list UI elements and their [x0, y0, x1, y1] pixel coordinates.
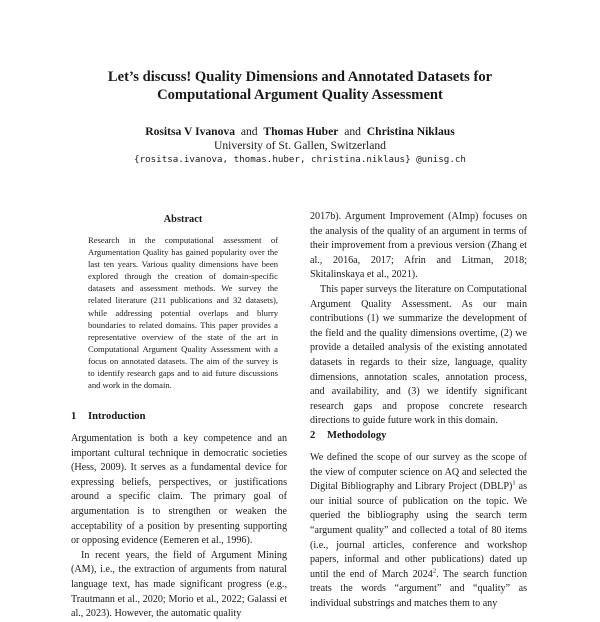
abstract-heading: Abstract	[163, 214, 203, 225]
section-number: 2	[310, 430, 316, 441]
section-number: 1	[71, 411, 77, 422]
title-line-2: Computational Argument Quality Assessment	[157, 87, 443, 103]
paragraph: This paper surveys the literature on Computational Argument Quality Assessment. As our main contributions (1) we summarize the development of the field and the quality dimensions overtime, (2) we provide a detailed analysis of the existing annotated datasets in regards to their size, language, quality dimensions, annotation scales, annotation process, and availability, and (3) we identify significant research gaps and propose concrete research directions to guide future work in this domain.	[310, 283, 527, 427]
author-separator-2: and	[344, 125, 361, 138]
author-list	[60, 125, 540, 139]
right-column-body	[310, 210, 527, 429]
paragraph: 2017b). Argument Improvement (AImp) focuses on the analysis of the quality of an argument in terms of their improvement from a previous version (Zhang et al., 2016a, 2017; Afrin and Litman, 2018; Skitalinskaya et al., 2021).	[310, 211, 527, 281]
paragraph: In recent years, the field of Argument Mining (AM), i.e., the extraction of arguments from natural language text, has made significant progress (e.g., Trautmann et al., 2020; Morio et al., 2022; Galassi et al., 2023). However, the automatic quality	[71, 549, 287, 620]
paragraph: Argumentation is both a key competence and an important cultural technique in democratic societies (Hess, 2009). It serves as a fundamental device for expressing beliefs, perspectives, or justifications around a specific claim. The primary goal of argumentation is to strengthen or weaken the acceptability of a position by presenting supporting or opposing evidence (Eemeren et al., 1996).	[71, 433, 287, 547]
introduction-body	[71, 432, 287, 622]
affiliation: University of St. Gallen, Switzerland	[214, 139, 386, 152]
text-run: We defined the scope of our survey as the scope of the view of computer science on AQ and selected the Digital Bibliography and Library Project (DBLP)	[310, 452, 527, 493]
author-separator-1: and	[240, 125, 258, 138]
paper-title	[60, 68, 540, 104]
title-line-1: Let’s discuss! Quality Dimensions and Annotated Datasets for	[107, 69, 493, 85]
text-run: as our initial source of publication on the topic. We queried the bibliography using the search term “argument quality” and collected a total of 80 items (i.e., journal articles, conference and workshop papers, informal and other publications) dated up until the end of March 2024	[310, 481, 527, 580]
section-heading-introduction	[71, 410, 146, 423]
abstract-text: Research in the computational assessment of Argumentation Quality has gained popularity over the last ten years. Various quality dimensions have been explored through the creation of domain-specific datasets and assessment methods. We survey the related literature (211 publications and 32 datasets), while addressing potential overlaps and blurry boundaries to related domains. This paper provides a representative overview of the state of the art in Computational Argument Quality Assessment with a focus on annotated datasets. The aim of the survey is to identify research gaps and to aid future discussions and work in the domain.	[88, 235, 278, 391]
section-heading-methodology	[310, 429, 386, 442]
author-3: Christina Niklaus	[366, 125, 455, 138]
footnote-marker: 1	[512, 479, 516, 487]
author-2: Thomas Huber	[263, 125, 339, 138]
author-emails: {rositsa.ivanova, thomas.huber, christina.niklaus} @unisg.ch	[134, 154, 466, 165]
footnote-marker: 2	[432, 567, 437, 575]
section-title: Methodology	[327, 430, 387, 441]
abstract-body	[88, 234, 278, 391]
author-1: Rositsa V Ivanova	[145, 125, 236, 138]
text-run: . The search function treats the words “argument” and “quality” as individual substrings and matches them to any	[310, 568, 527, 609]
section-title: Introduction	[88, 411, 146, 422]
paragraph	[310, 451, 527, 612]
methodology-body	[310, 451, 527, 612]
